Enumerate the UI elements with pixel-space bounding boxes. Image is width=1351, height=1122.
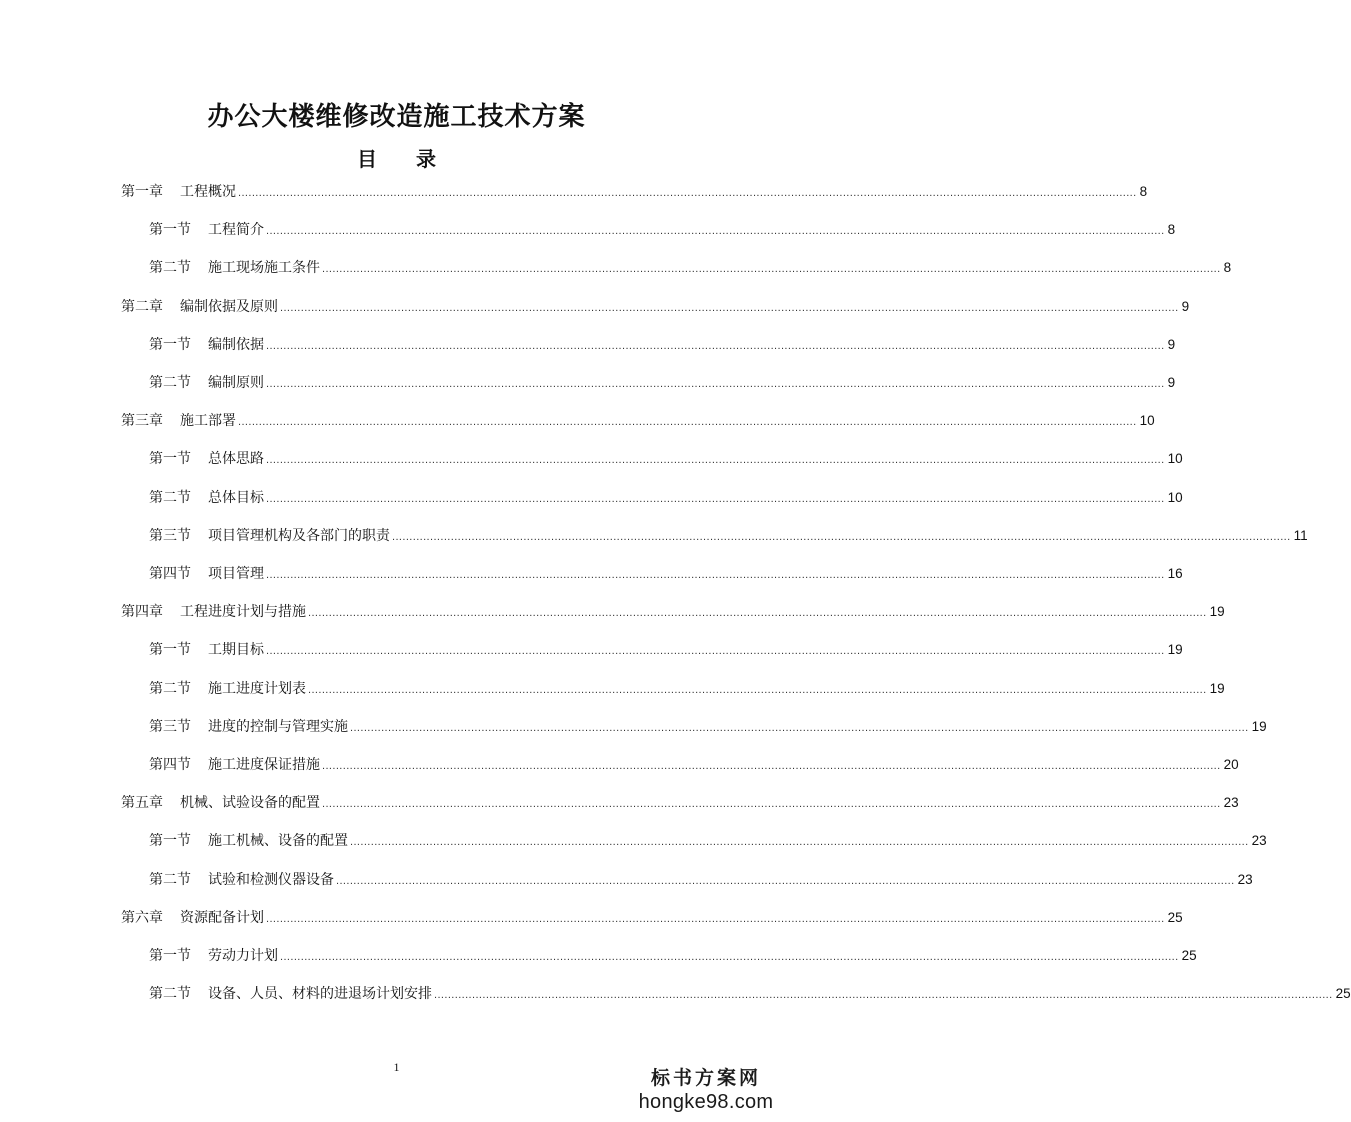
toc-entry-page: 9 xyxy=(1167,375,1176,390)
toc-entry-number: 第二节 xyxy=(149,871,191,888)
dot-leader: .................................................................................................................................................................................................................................................................... xyxy=(392,530,1291,543)
toc-entry-number: 第一节 xyxy=(149,451,191,468)
toc-entry-page: 25 xyxy=(1335,986,1351,1002)
dot-leader: .................................................................................................................................................................................................................................................................... xyxy=(350,836,1249,849)
toc-entry-section xyxy=(149,487,1183,509)
toc-entry-number: 第二节 xyxy=(149,680,191,697)
toc-entry-page: 23 xyxy=(1251,833,1267,849)
toc-entry-page: 10 xyxy=(1167,451,1183,467)
toc-entry-page: 19 xyxy=(1167,642,1183,658)
toc-entry-section xyxy=(149,563,1183,585)
document-title: 办公大楼维修改造施工技术方案 xyxy=(207,102,586,132)
toc-entry-page: 20 xyxy=(1223,757,1239,772)
toc-entry-title: 工程简介 xyxy=(208,222,264,239)
toc-entry-number: 第一节 xyxy=(149,336,191,353)
toc-entry-number: 第三章 xyxy=(121,413,163,430)
toc-entry-chapter xyxy=(121,296,1190,318)
dot-leader: .................................................................................................................................................................................................................................................................... xyxy=(280,301,1179,314)
toc-entry-title: 机械、试验设备的配置 xyxy=(180,795,320,812)
dot-leader: .................................................................................................................................................................................................................................................................... xyxy=(238,416,1137,429)
toc-entry-title: 施工现场施工条件 xyxy=(208,260,320,277)
toc-entry-page: 19 xyxy=(1209,680,1225,696)
dot-leader: .................................................................................................................................................................................................................................................................... xyxy=(322,760,1221,772)
dot-leader: .................................................................................................................................................................................................................................................................... xyxy=(266,225,1165,238)
toc-entry-section xyxy=(149,257,1232,279)
page-number: 1 xyxy=(393,1060,400,1074)
dot-leader: .................................................................................................................................................................................................................................................................... xyxy=(266,645,1165,658)
toc-entry-page: 8 xyxy=(1139,184,1148,199)
toc-entry-section xyxy=(149,830,1267,852)
toc-entry-section xyxy=(149,945,1197,967)
toc-entry-number: 第二节 xyxy=(149,986,191,1003)
toc-entry-title: 资源配备计划 xyxy=(180,909,264,926)
toc-entry-page: 10 xyxy=(1167,489,1183,505)
toc-entry-page: 8 xyxy=(1223,260,1232,276)
toc-entry-title: 施工机械、设备的配置 xyxy=(208,833,348,850)
toc-entry-number: 第三节 xyxy=(149,718,191,735)
toc-entry-title: 编制原则 xyxy=(208,375,264,391)
toc-entry-title: 总体思路 xyxy=(208,451,264,468)
toc-entry-title: 编制依据及原则 xyxy=(180,298,278,315)
toc-entry-page: 9 xyxy=(1181,298,1190,314)
dot-leader: .................................................................................................................................................................................................................................................................... xyxy=(336,874,1235,887)
toc-entry-title: 劳动力计划 xyxy=(208,948,278,964)
toc-entry-page: 8 xyxy=(1167,222,1176,238)
toc-entry-page: 9 xyxy=(1167,336,1176,352)
toc-entry-number: 第一节 xyxy=(149,222,191,239)
toc-entry-page: 16 xyxy=(1167,566,1183,581)
dot-leader: .................................................................................................................................................................................................................................................................... xyxy=(308,683,1207,696)
toc-entry-chapter xyxy=(121,181,1148,203)
toc-entry-chapter xyxy=(121,792,1239,814)
toc-entry-section xyxy=(149,219,1176,241)
toc-entry-title: 项目管理 xyxy=(208,566,264,582)
toc-entry-page: 19 xyxy=(1209,604,1225,620)
toc-entry-section xyxy=(149,754,1239,776)
toc-entry-section xyxy=(149,372,1176,394)
toc-entry-title: 施工进度保证措施 xyxy=(208,757,320,773)
dot-leader: .................................................................................................................................................................................................................................................................... xyxy=(280,951,1179,963)
toc-entry-title: 施工部署 xyxy=(180,413,236,430)
toc-entry-section xyxy=(149,983,1351,1005)
toc-entry-title: 工期目标 xyxy=(208,642,264,659)
dot-leader: .................................................................................................................................................................................................................................................................... xyxy=(266,454,1165,467)
dot-leader: .................................................................................................................................................................................................................................................................... xyxy=(266,912,1165,925)
toc-entry-page: 25 xyxy=(1167,909,1183,925)
toc-entry-page: 19 xyxy=(1251,718,1267,734)
dot-leader: .................................................................................................................................................................................................................................................................... xyxy=(266,378,1165,390)
dot-leader: .................................................................................................................................................................................................................................................................... xyxy=(266,492,1165,505)
toc-entry-number: 第二节 xyxy=(149,260,191,277)
dot-leader: .................................................................................................................................................................................................................................................................... xyxy=(350,721,1249,734)
dot-leader: .................................................................................................................................................................................................................................................................... xyxy=(322,263,1221,276)
toc-entry-section xyxy=(149,678,1225,700)
toc-entry-title: 工程进度计划与措施 xyxy=(180,604,306,621)
toc-entry-number: 第一节 xyxy=(149,642,191,659)
toc-entry-title: 工程概况 xyxy=(180,184,236,200)
toc-entry-title: 编制依据 xyxy=(208,336,264,353)
toc-entry-section xyxy=(149,334,1176,356)
toc-entry-number: 第一节 xyxy=(149,948,191,964)
toc-entry-title: 设备、人员、材料的进退场计划安排 xyxy=(208,986,432,1003)
toc-entry-title: 试验和检测仪器设备 xyxy=(208,871,334,888)
toc-entry-number: 第四节 xyxy=(149,757,191,773)
toc-entry-title: 施工进度计划表 xyxy=(208,680,306,697)
dot-leader: .................................................................................................................................................................................................................................................................... xyxy=(238,187,1137,199)
toc-entry-number: 第一章 xyxy=(121,184,163,200)
toc-entry-section xyxy=(149,716,1267,738)
toc-entry-section xyxy=(149,448,1183,470)
toc-entry-chapter xyxy=(121,601,1225,623)
toc-entry-chapter xyxy=(121,410,1155,432)
toc-entry-chapter xyxy=(121,907,1183,929)
toc-entry-page: 10 xyxy=(1139,413,1155,429)
toc-entry-number: 第六章 xyxy=(121,909,163,926)
dot-leader: .................................................................................................................................................................................................................................................................... xyxy=(322,798,1221,811)
toc-entry-section xyxy=(149,869,1253,891)
dot-leader: .................................................................................................................................................................................................................................................................... xyxy=(266,569,1165,581)
toc-entry-section xyxy=(149,525,1308,547)
toc-entry-number: 第一节 xyxy=(149,833,191,850)
toc-entry-number: 第三节 xyxy=(149,527,191,544)
toc-entry-title: 总体目标 xyxy=(208,489,264,506)
toc-entry-page: 23 xyxy=(1237,871,1253,887)
toc-entry-page: 23 xyxy=(1223,795,1239,811)
toc-entry-title: 进度的控制与管理实施 xyxy=(208,718,348,735)
dot-leader: .................................................................................................................................................................................................................................................................... xyxy=(266,339,1165,352)
watermark-domain: hongke98.com xyxy=(638,1091,774,1113)
dot-leader: .................................................................................................................................................................................................................................................................... xyxy=(308,607,1207,620)
toc-entry-number: 第四节 xyxy=(149,566,191,582)
toc-entry-number: 第五章 xyxy=(121,795,163,812)
watermark-brand: 标书方案网 xyxy=(650,1067,761,1089)
toc-entry-title: 项目管理机构及各部门的职责 xyxy=(208,527,390,544)
toc-entry-number: 第四章 xyxy=(121,604,163,621)
dot-leader: .................................................................................................................................................................................................................................................................... xyxy=(434,989,1333,1002)
toc-entry-page: 11 xyxy=(1293,527,1308,543)
toc-entry-section xyxy=(149,639,1183,661)
toc-entry-number: 第二节 xyxy=(149,489,191,506)
toc-entry-page: 25 xyxy=(1181,948,1197,963)
toc-entry-number: 第二节 xyxy=(149,375,191,391)
site-watermark xyxy=(631,1066,781,1114)
toc-heading: 目 录 xyxy=(357,147,452,171)
toc-entry-number: 第二章 xyxy=(121,298,163,315)
